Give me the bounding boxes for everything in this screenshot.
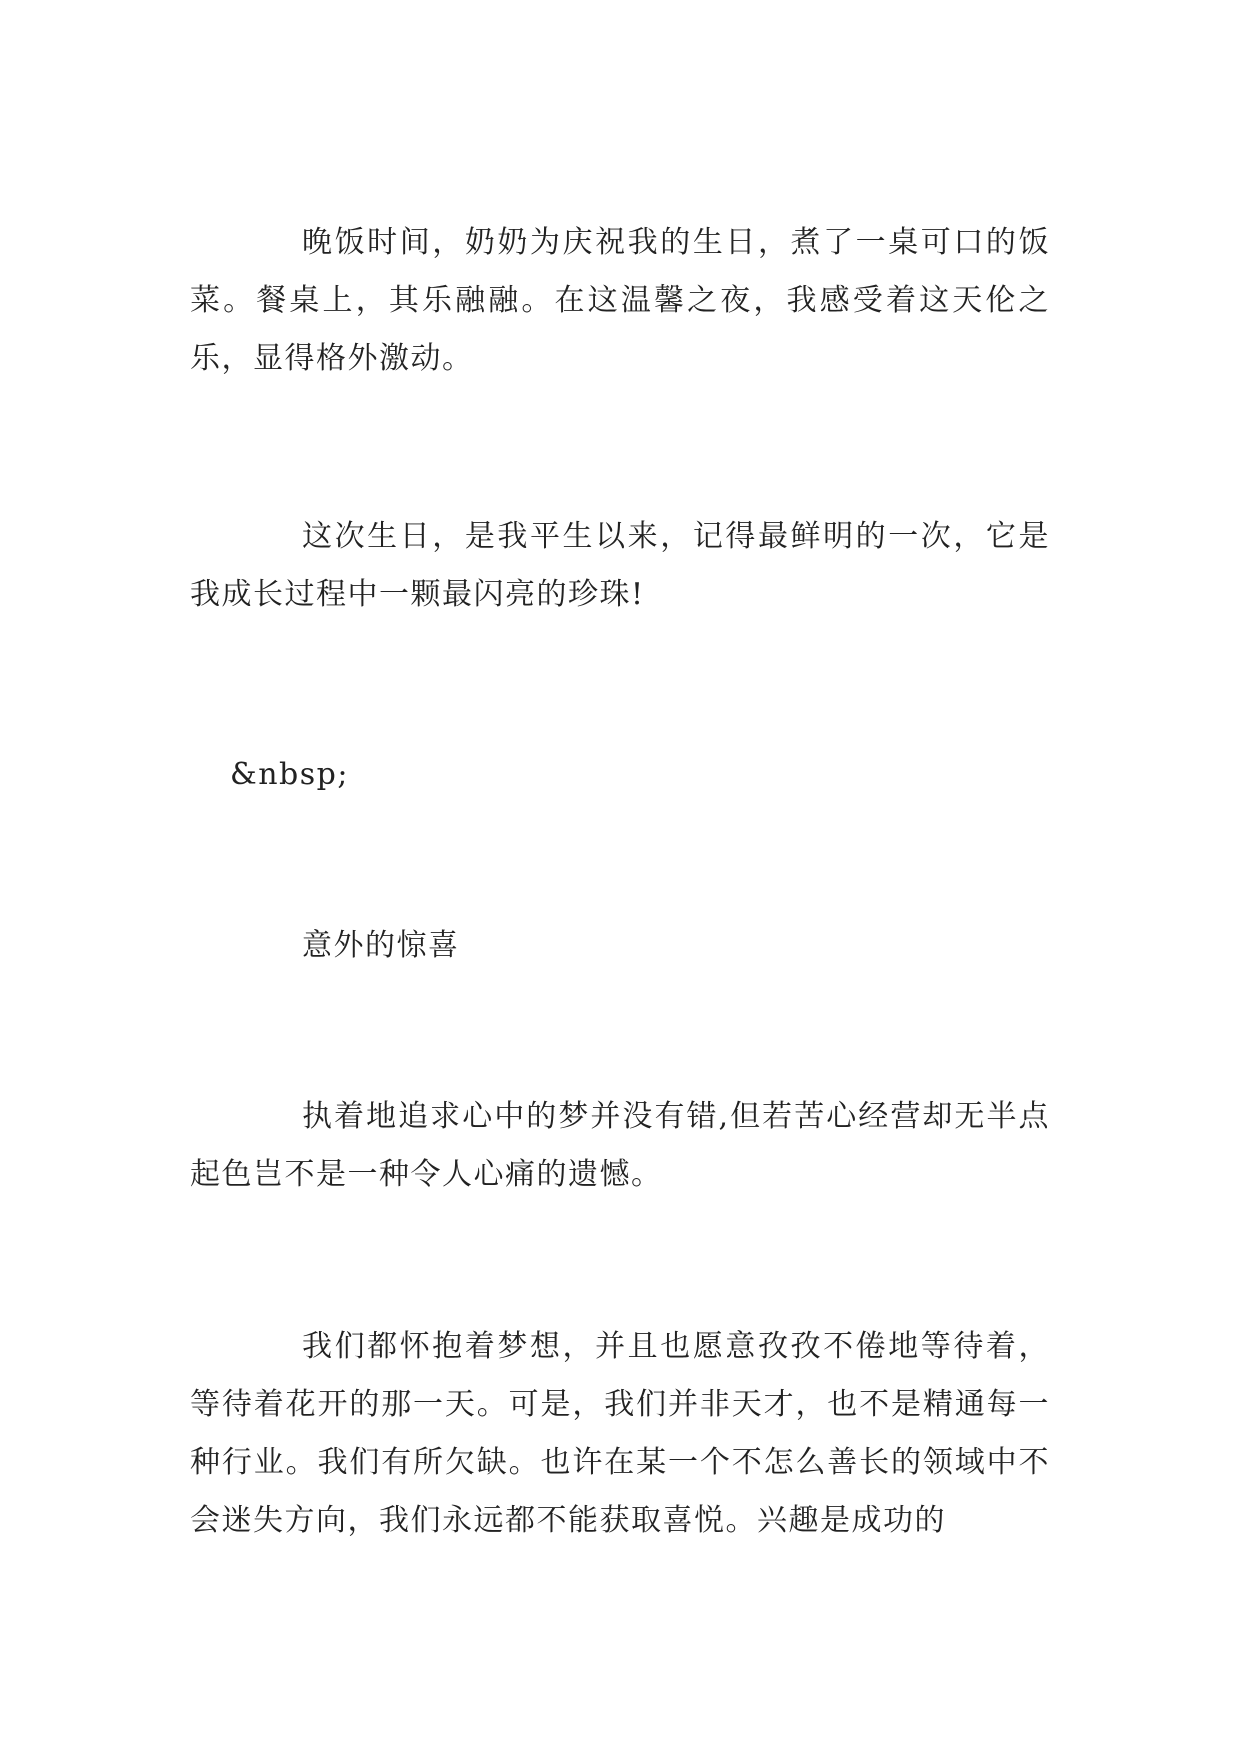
section-title: 意外的惊喜 [302,928,460,963]
paragraph-nbsp-artifact: &nbsp; [230,757,349,792]
paragraph-memorable-birthday: 这次生日，是我平生以来，记得最鲜明的一次，它是我成长过程中一颗最闪亮的珍珠! [190,519,1050,612]
paragraph-birthday-dinner: 晚饭时间，奶奶为庆祝我的生日，煮了一桌可口的饭菜。餐桌上，其乐融融。在这温馨之夜，我感受着这天伦之乐，显得格外激动。 [190,225,1050,376]
paragraph-pursuing-dreams: 执着地追求心中的梦并没有错,但若苦心经营却无半点起色岂不是一种令人心痛的遗憾。 [190,1099,1050,1192]
paragraph-waiting-for-bloom: 我们都怀抱着梦想，并且也愿意孜孜不倦地等待着，等待着花开的那一天。可是，我们并非天才，也不是精通每一种行业。我们有所欠缺。也许在某一个不怎么善长的领域中不会迷失方向，我们永远都不能获取喜悦。兴趣是成功的 [190,1329,1050,1538]
